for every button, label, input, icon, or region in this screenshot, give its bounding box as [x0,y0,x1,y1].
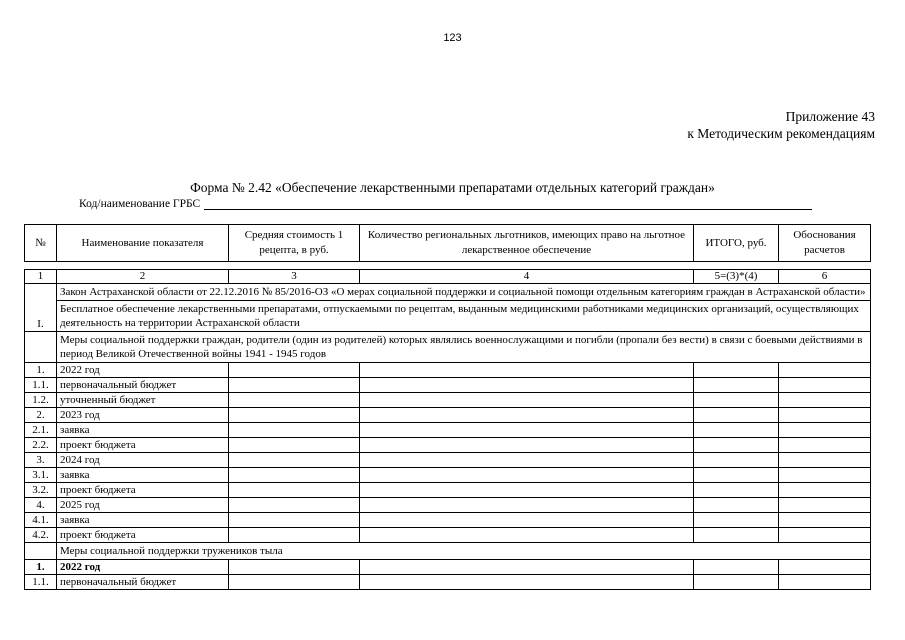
row-number: 1.1. [25,378,57,393]
beneficiaries-cell[interactable] [360,363,694,378]
table-row [25,393,871,408]
page-number: 123 [443,32,462,44]
beneficiaries-cell[interactable] [360,408,694,423]
justification-cell[interactable] [779,528,871,543]
table-row [25,560,871,575]
total-cell[interactable] [694,453,779,468]
justification-cell[interactable] [779,363,871,378]
header-cell-justification: Обоснования расчетов [779,225,871,262]
table-row [25,575,871,590]
justification-cell[interactable] [779,408,871,423]
row-number: 3.2. [25,483,57,498]
avg-cost-cell[interactable] [229,528,360,543]
section-row [25,301,871,332]
beneficiaries-cell[interactable] [360,498,694,513]
table-row [25,498,871,513]
beneficiaries-cell[interactable] [360,468,694,483]
table-section-2 [25,560,871,590]
beneficiaries-cell[interactable] [360,513,694,528]
total-cell[interactable] [694,363,779,378]
table-row [25,438,871,453]
total-cell[interactable] [694,423,779,438]
form-title: Форма № 2.42 «Обеспечение лекарственными препаратами отдельных категорий граждан» [190,180,715,195]
beneficiaries-cell[interactable] [360,560,694,575]
total-cell[interactable] [694,498,779,513]
justification-cell[interactable] [779,560,871,575]
total-cell[interactable] [694,408,779,423]
column-number: 6 [779,270,871,284]
row-label: проект бюджета [57,483,229,498]
row-label: заявка [57,423,229,438]
table-row [25,408,871,423]
header-cell-avg-cost: Средняя стоимость 1 рецепта, в руб. [229,225,360,262]
avg-cost-cell[interactable] [229,438,360,453]
justification-cell[interactable] [779,498,871,513]
row-number: 4. [25,498,57,513]
header-cell-indicator: Наименование показателя [57,225,229,262]
section-number: I. [25,284,57,332]
beneficiaries-cell[interactable] [360,378,694,393]
justification-cell[interactable] [779,438,871,453]
column-number: 1 [25,270,57,284]
row-number: 1. [25,560,57,575]
beneficiaries-cell[interactable] [360,453,694,468]
beneficiaries-cell[interactable] [360,423,694,438]
section-text: Бесплатное обеспечение лекарственными препаратами, отпускаемыми по рецептам, выданным медицинскими работниками медицинских организаций, осуществляющих деятельность на территории Астраханской области [57,301,871,332]
justification-cell[interactable] [779,513,871,528]
avg-cost-cell[interactable] [229,378,360,393]
header-table [24,224,871,262]
row-label: первоначальный бюджет [57,575,229,590]
beneficiaries-cell[interactable] [360,438,694,453]
total-cell[interactable] [694,513,779,528]
row-label: 2022 год [57,363,229,378]
table-row [25,423,871,438]
justification-cell[interactable] [779,575,871,590]
row-label: уточненный бюджет [57,393,229,408]
appendix-line-2: к Методическим рекомендациям [687,126,875,141]
total-cell[interactable] [694,378,779,393]
justification-cell[interactable] [779,423,871,438]
table-row [25,378,871,393]
grbs-underline [204,198,812,210]
avg-cost-cell[interactable] [229,498,360,513]
measures-text-2: Меры социальной поддержки тружеников тыла [57,543,871,560]
row-label: 2025 год [57,498,229,513]
row-number: 3. [25,453,57,468]
appendix-line-1: Приложение 43 [785,109,875,124]
row-label: проект бюджета [57,438,229,453]
row-label: проект бюджета [57,528,229,543]
avg-cost-cell[interactable] [229,408,360,423]
row-number: 2. [25,408,57,423]
total-cell[interactable] [694,560,779,575]
row-number: 2.1. [25,423,57,438]
justification-cell[interactable] [779,378,871,393]
table-row [25,468,871,483]
beneficiaries-cell[interactable] [360,575,694,590]
column-number: 2 [57,270,229,284]
measures-text-1: Меры социальной поддержки граждан, родители (один из родителей) которых являлись военнослужащими и погибли (пропали без вести) в связи с боевыми действиями в период Великой Отечественной войны 1941 - 1945 годов [57,332,871,363]
table-row [25,453,871,468]
row-label: 2024 год [57,453,229,468]
avg-cost-cell[interactable] [229,560,360,575]
row-label: первоначальный бюджет [57,378,229,393]
beneficiaries-cell[interactable] [360,393,694,408]
measures-row-2 [25,543,871,560]
avg-cost-cell[interactable] [229,468,360,483]
avg-cost-cell[interactable] [229,513,360,528]
grbs-label: Код/наименование ГРБС [79,198,201,210]
avg-cost-cell[interactable] [229,423,360,438]
measures-row-1 [25,332,871,363]
header-cell-beneficiaries: Количество региональных льготников, имеющих право на льготное лекарственное обеспечение [360,225,694,262]
justification-cell[interactable] [779,468,871,483]
beneficiaries-cell[interactable] [360,528,694,543]
header-row [25,225,871,262]
justification-cell[interactable] [779,483,871,498]
table-row [25,528,871,543]
row-number: 3.1. [25,468,57,483]
row-number [25,543,57,560]
row-number: 1.1. [25,575,57,590]
avg-cost-cell[interactable] [229,363,360,378]
row-number: 4.2. [25,528,57,543]
row-label: 2023 год [57,408,229,423]
avg-cost-cell[interactable] [229,393,360,408]
data-table [24,269,871,590]
total-cell[interactable] [694,468,779,483]
row-number: 4.1. [25,513,57,528]
header-cell-num: № [25,225,57,262]
grbs-field [79,198,812,210]
column-number: 3 [229,270,360,284]
justification-cell[interactable] [779,393,871,408]
row-number: 1.2. [25,393,57,408]
law-row [25,284,871,301]
table-row [25,513,871,528]
beneficiaries-cell[interactable] [360,483,694,498]
row-number: 1. [25,363,57,378]
avg-cost-cell[interactable] [229,575,360,590]
row-label: 2022 год [57,560,229,575]
total-cell[interactable] [694,575,779,590]
column-number: 5=(3)*(4) [694,270,779,284]
avg-cost-cell[interactable] [229,483,360,498]
row-label: заявка [57,468,229,483]
law-text: Закон Астраханской области от 22.12.2016 № 85/2016-ОЗ «О мерах социальной поддержки и социальной помощи отдельным категориям граждан в Астраханской области» [57,284,871,301]
table-section-1 [25,363,871,543]
header-cell-total: ИТОГО, руб. [694,225,779,262]
row-number: 2.2. [25,438,57,453]
total-cell[interactable] [694,438,779,453]
row-label: заявка [57,513,229,528]
column-numbers-row [25,270,871,284]
total-cell[interactable] [694,528,779,543]
appendix-caption [687,108,875,142]
total-cell[interactable] [694,483,779,498]
justification-cell[interactable] [779,453,871,468]
column-number: 4 [360,270,694,284]
total-cell[interactable] [694,393,779,408]
table-row [25,483,871,498]
row-number [25,332,57,363]
table-row [25,363,871,378]
avg-cost-cell[interactable] [229,453,360,468]
